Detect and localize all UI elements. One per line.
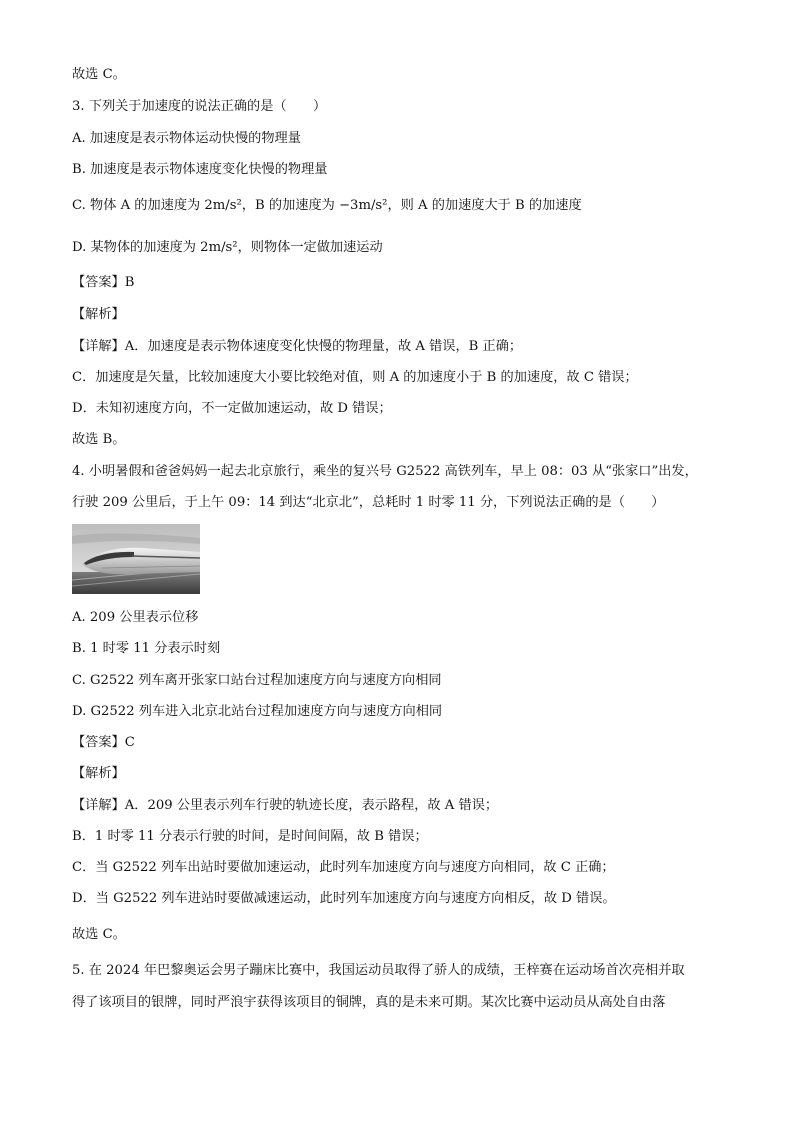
question-4-option-a: A. 209 公里表示位移 [72, 610, 199, 625]
question-3-analysis-label: 【解析】 [72, 307, 125, 322]
train-image [72, 524, 200, 594]
question-3-conclusion: 故选 B。 [72, 432, 126, 447]
question-3-answer: 【答案】B [72, 275, 135, 290]
question-3-option-b: B. 加速度是表示物体速度变化快慢的物理量 [72, 162, 328, 177]
question-4-detail-2: B．1 时零 11 分表示行驶的时间，是时间间隔，故 B 错误； [72, 829, 428, 844]
question-3-option-d: D. 某物体的加速度为 2m/s²，则物体一定做加速运动 [72, 240, 383, 255]
question-5-stem-line-1: 5. 在 2024 年巴黎奥运会男子蹦床比赛中，我国运动员取得了骄人的成绩，王梓赛在运动场首次亮相并取 [72, 963, 685, 978]
question-4-answer: 【答案】C [72, 735, 135, 750]
question-4-stem-line-1: 4. 小明暑假和爸爸妈妈一起去北京旅行，乘坐的复兴号 G2522 高铁列车，早上 08：03 从“张家口”出发， [72, 464, 698, 479]
question-3-option-c: C. 物体 A 的加速度为 2m/s²，B 的加速度为 −3m/s²，则 A 的加速度大于 B 的加速度 [72, 198, 582, 213]
question-4-option-c: C. G2522 列车离开张家口站台过程加速度方向与速度方向相同 [72, 673, 442, 688]
question-3-detail-2: C．加速度是矢量，比较加速度大小要比较绝对值，则 A 的加速度小于 B 的加速度，故 C 错误； [72, 370, 638, 385]
question-4-option-b: B. 1 时零 11 分表示时刻 [72, 641, 221, 656]
question-4-detail-3: C．当 G2522 列车出站时要做加速运动，此时列车加速度方向与速度方向相同，故 C 正确； [72, 860, 615, 875]
question-3-detail-3: D．未知初速度方向，不一定做加速运动，故 D 错误； [72, 401, 392, 416]
question-4-detail-1: 【详解】A．209 公里表示列车行驶的轨迹长度，表示路程，故 A 错误； [72, 798, 499, 813]
question-3-detail-1: 【详解】A．加速度是表示物体速度变化快慢的物理量，故 A 错误，B 正确； [72, 339, 523, 354]
question-3-stem: 3. 下列关于加速度的说法正确的是（ ） [72, 99, 327, 114]
question-4-analysis-label: 【解析】 [72, 766, 125, 781]
question-4-conclusion: 故选 C。 [72, 927, 126, 942]
question-4-option-d: D. G2522 列车进入北京北站台过程加速度方向与速度方向相同 [72, 704, 443, 719]
conclusion-line: 故选 C。 [72, 67, 126, 82]
question-5-stem-line-2: 得了该项目的银牌，同时严浪宇获得该项目的铜牌，真的是未来可期。某次比赛中运动员从高处自由落 [72, 995, 666, 1010]
question-4-detail-4: D．当 G2522 列车进站时要做减速运动，此时列车加速度方向与速度方向相反，故 D 错误。 [72, 891, 616, 906]
question-4-stem-line-2: 行驶 209 公里后，于上午 09：14 到达“北京北”，总耗时 1 时零 11 分，下列说法正确的是（ ） [72, 495, 665, 510]
question-3-option-a: A. 加速度是表示物体运动快慢的物理量 [72, 131, 301, 146]
